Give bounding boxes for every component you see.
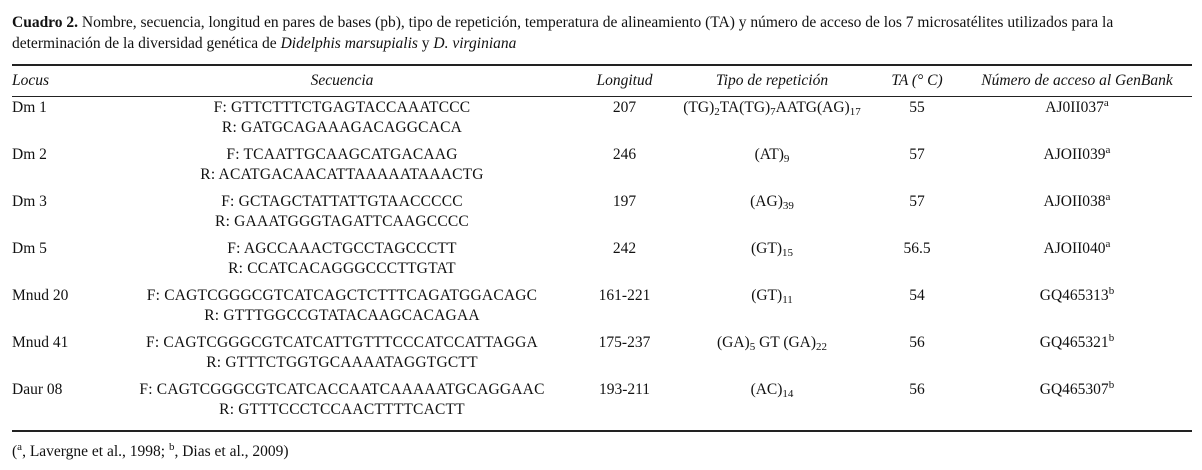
cell-tipo: [672, 333, 872, 380]
cell-ta: [872, 145, 962, 192]
forward-primer: F: CAGTCGGGCGTCATCACCAATCAAAAATGCAGGAAC: [139, 381, 545, 398]
accession-superscript: b: [1108, 332, 1115, 344]
repeat-unit: (GA): [716, 334, 750, 351]
ta-value: 56: [909, 334, 925, 351]
table-row: [12, 333, 1192, 380]
repeat-motif: [672, 380, 872, 400]
bottom-rule: [12, 430, 1192, 432]
accession-number: [962, 239, 1192, 259]
cell-locus: [12, 286, 107, 333]
repeat-count: 39: [782, 200, 794, 212]
cell-locus: [12, 96, 107, 145]
header-secuencia: Secuencia: [310, 72, 374, 89]
table-row: [12, 239, 1192, 286]
caption-connector: y: [417, 35, 434, 52]
table-caption: [12, 12, 1192, 54]
repeat-motif: [672, 145, 872, 165]
repeat-motif: [672, 98, 872, 118]
forward-primer: F: GTTCTTTCTGAGTACCAAATCCC: [213, 99, 471, 116]
repeat-count: 14: [782, 388, 794, 400]
repeat-count: 15: [782, 247, 793, 259]
accession-number: [962, 192, 1192, 212]
table-row: [12, 96, 1192, 145]
accession-code: GQ465307: [1039, 381, 1109, 398]
header-longitud: Longitud: [596, 72, 653, 89]
cell-longitud: [577, 192, 672, 239]
cell-accession: [962, 192, 1192, 239]
cell-ta: [872, 286, 962, 333]
cell-longitud: [577, 380, 672, 427]
cell-secuencia: [107, 333, 577, 380]
repeat-unit: (GT): [751, 240, 782, 257]
ta-value: 55: [909, 99, 925, 116]
repeat-unit: AATG(AG): [775, 99, 850, 116]
cell-tipo: [672, 239, 872, 286]
cell-accession: [962, 239, 1192, 286]
header-ta: TA (° C): [891, 72, 943, 89]
ta-value: 57: [909, 193, 925, 210]
reverse-primer: R: GTTTCCCTCCAACTTTTCACTT: [219, 401, 465, 418]
longitud-value: 175-237: [598, 334, 651, 351]
footnote-sup-b: b: [168, 441, 175, 453]
cell-longitud: [577, 239, 672, 286]
reverse-primer: R: ACATGACAACATTAAAAATAAACTG: [200, 166, 484, 183]
repeat-unit: (TG): [683, 99, 715, 116]
cell-accession: [962, 380, 1192, 427]
cell-locus: [12, 145, 107, 192]
reverse-primer: R: GTTTGGCCGTATACAAGCACAGAA: [204, 307, 480, 324]
cell-secuencia: [107, 286, 577, 333]
locus-name: Mnud 20: [12, 287, 69, 304]
repeat-unit: (AT): [754, 146, 784, 163]
accession-superscript: a: [1105, 191, 1111, 203]
footnote: [12, 442, 289, 462]
accession-number: [962, 333, 1192, 353]
accession-superscript: b: [1108, 285, 1115, 297]
accession-number: [962, 145, 1192, 165]
cell-secuencia: [107, 192, 577, 239]
repeat-motif: [672, 286, 872, 306]
footnote-sup-a: a: [17, 441, 23, 453]
accession-superscript: b: [1108, 379, 1115, 391]
cell-secuencia: [107, 239, 577, 286]
repeat-unit: GT (GA): [755, 334, 817, 351]
locus-name: Dm 1: [12, 99, 47, 116]
cell-accession: [962, 286, 1192, 333]
reverse-primer: R: GAAATGGGTAGATTCAAGCCCC: [215, 213, 469, 230]
repeat-motif: [672, 239, 872, 259]
table-row: [12, 286, 1192, 333]
accession-superscript: a: [1103, 97, 1109, 109]
footnote-open: (: [12, 443, 18, 460]
locus-name: Dm 2: [12, 146, 47, 163]
footnote-ref-a: , Lavergne et al., 1998;: [22, 443, 169, 460]
ta-value: 54: [909, 287, 925, 304]
caption-species-2: D. virginiana: [433, 35, 517, 52]
cell-longitud: [577, 145, 672, 192]
cell-secuencia: [107, 96, 577, 145]
repeat-motif: [672, 333, 872, 353]
cell-tipo: [672, 192, 872, 239]
accession-code: AJOII039: [1043, 146, 1106, 163]
forward-primer: F: CAGTCGGGCGTCATCAGCTCTTTCAGATGGACAGC: [146, 287, 538, 304]
cell-tipo: [672, 286, 872, 333]
locus-name: Mnud 41: [12, 334, 69, 351]
forward-primer: F: AGCCAAACTGCCTAGCCCTT: [227, 240, 457, 257]
table-row: [12, 145, 1192, 192]
repeat-unit: (AC): [750, 381, 783, 398]
cell-ta: [872, 380, 962, 427]
reverse-primer: R: GTTTCTGGTGCAAAATAGGTGCTT: [206, 354, 478, 371]
ta-value: 56.5: [903, 240, 931, 257]
cell-secuencia: [107, 145, 577, 192]
forward-primer: F: TCAATTGCAAGCATGACAAG: [226, 146, 458, 163]
repeat-count: 11: [782, 294, 793, 306]
repeat-motif: [672, 192, 872, 212]
cell-longitud: [577, 286, 672, 333]
longitud-value: 242: [612, 240, 637, 257]
cell-ta: [872, 239, 962, 286]
locus-name: Dm 3: [12, 193, 47, 210]
accession-code: AJOII040: [1043, 240, 1106, 257]
header-accession: Número de acceso al GenBank: [981, 72, 1173, 89]
repeat-unit: TA(TG): [719, 99, 771, 116]
table-row: [12, 192, 1192, 239]
ta-value: 57: [909, 146, 925, 163]
caption-species-1: Didelphis marsupialis: [280, 35, 418, 52]
accession-superscript: a: [1105, 238, 1111, 250]
repeat-unit: (AG): [750, 193, 783, 210]
cell-accession: [962, 145, 1192, 192]
cell-longitud: [577, 96, 672, 145]
table-body: [12, 96, 1192, 427]
cell-tipo: [672, 145, 872, 192]
accession-code: AJOII038: [1043, 193, 1106, 210]
cell-locus: [12, 380, 107, 427]
reverse-primer: R: CCATCACAGGGCCCTTGTAT: [228, 260, 456, 277]
longitud-value: 193-211: [598, 381, 651, 398]
cell-longitud: [577, 333, 672, 380]
cell-ta: [872, 333, 962, 380]
cell-locus: [12, 239, 107, 286]
repeat-count: 17: [849, 106, 861, 118]
accession-code: GQ465321: [1039, 334, 1109, 351]
cell-locus: [12, 333, 107, 380]
footnote-ref-b: , Dias et al., 2009): [174, 443, 289, 460]
cell-tipo: [672, 380, 872, 427]
longitud-value: 161-221: [598, 287, 651, 304]
accession-superscript: a: [1105, 144, 1111, 156]
cell-accession: [962, 333, 1192, 380]
ta-value: 56: [909, 381, 925, 398]
caption-text: Nombre, secuencia, longitud en pares de bases (pb), tipo de repetición, temperatura de alineamiento (TA) y número de acceso de los 7 microsatélites utilizados para la determinación de la diversidad genética de: [12, 14, 1114, 52]
microsatellite-table: [12, 66, 1192, 427]
header-tipo: Tipo de repetición: [715, 72, 829, 89]
longitud-value: 197: [612, 193, 637, 210]
header-locus: Locus: [12, 72, 50, 89]
repeat-count: 22: [816, 341, 828, 353]
repeat-count: 9: [783, 153, 790, 165]
repeat-count: 5: [749, 341, 756, 353]
locus-name: Daur 08: [12, 381, 63, 398]
cell-locus: [12, 192, 107, 239]
reverse-primer: R: GATGCAGAAAGACAGGCACA: [221, 119, 463, 136]
repeat-count: 2: [714, 106, 720, 118]
accession-number: [962, 380, 1192, 400]
forward-primer: F: CAGTCGGGCGTCATCATTGTTTCCCATCCATTAGGA: [146, 334, 538, 351]
cell-ta: [872, 96, 962, 145]
forward-primer: F: GCTAGCTATTATTGTAACCCCC: [221, 193, 463, 210]
accession-code: AJ0II037: [1045, 99, 1104, 116]
repeat-count: 7: [770, 106, 776, 118]
table-row: [12, 380, 1192, 427]
locus-name: Dm 5: [12, 240, 47, 257]
cell-tipo: [672, 96, 872, 145]
accession-number: [962, 98, 1192, 118]
cell-accession: [962, 96, 1192, 145]
longitud-value: 207: [612, 99, 637, 116]
cell-secuencia: [107, 380, 577, 427]
repeat-unit: (GT): [751, 287, 783, 304]
header-row: [12, 66, 1192, 96]
longitud-value: 246: [612, 146, 637, 163]
caption-label: Cuadro 2.: [12, 14, 79, 31]
cell-ta: [872, 192, 962, 239]
accession-code: GQ465313: [1039, 287, 1109, 304]
accession-number: [962, 286, 1192, 306]
